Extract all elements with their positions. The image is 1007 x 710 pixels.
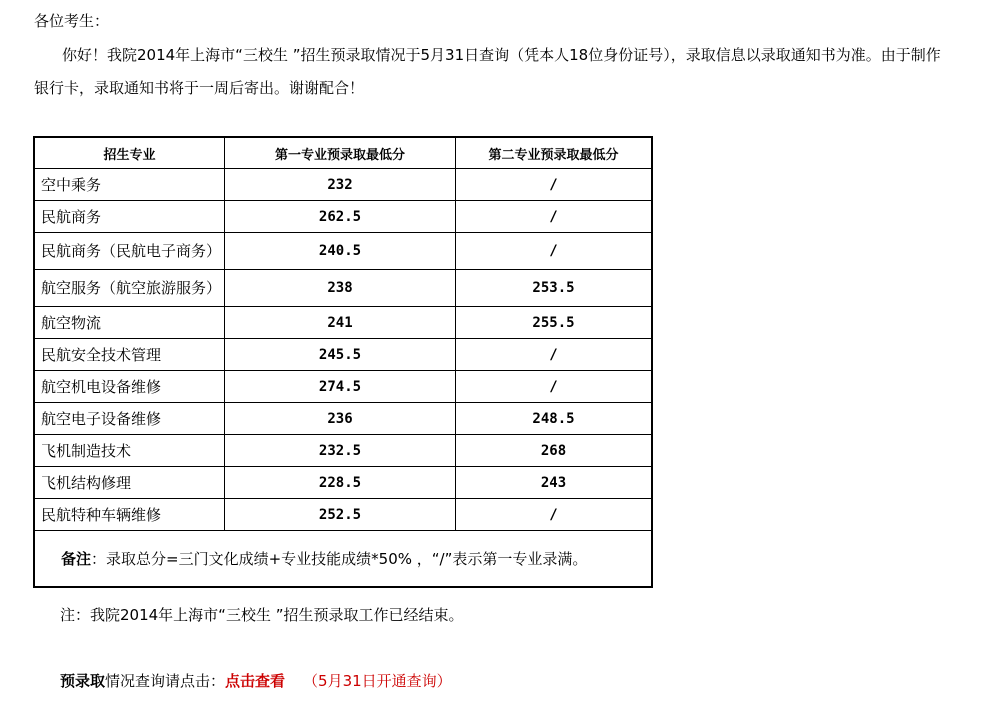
second-score-cell: / xyxy=(456,339,653,371)
table-row xyxy=(34,467,652,499)
second-score-cell: / xyxy=(456,169,653,201)
second-score-cell: / xyxy=(456,233,653,270)
table-row xyxy=(34,371,652,403)
first-score-cell: 232.5 xyxy=(225,435,456,467)
second-score-cell: / xyxy=(456,201,653,233)
table-row xyxy=(34,307,652,339)
note-text: ：录取总分=三门文化成绩+专业技能成绩*50% ，“/”表示第一专业录满。 xyxy=(91,550,588,568)
first-score-cell: 245.5 xyxy=(225,339,456,371)
table-row xyxy=(34,403,652,435)
intro-line-2: 银行卡，录取通知书将于一周后寄出。谢谢配合！ xyxy=(34,79,365,97)
major-cell: 航空电子设备维修 xyxy=(34,403,225,435)
first-score-cell: 240.5 xyxy=(225,233,456,270)
second-score-cell: / xyxy=(456,371,653,403)
table-row xyxy=(34,169,652,201)
intro-line-1: 你好！我院2014年上海市“三校生 ”招生预录取情况于5月31日查询（凭本人18位身份证号），录取信息以录取通知书为准。由于制作 xyxy=(62,46,941,64)
table-row xyxy=(34,233,652,270)
first-score-cell: 262.5 xyxy=(225,201,456,233)
first-score-cell: 252.5 xyxy=(225,499,456,531)
query-open-date: （5月31日开通查询） xyxy=(303,672,452,690)
table-note xyxy=(34,531,652,588)
major-cell: 民航特种车辆维修 xyxy=(34,499,225,531)
header-first-choice: 第一专业预录取最低分 xyxy=(225,137,456,169)
second-score-cell: 253.5 xyxy=(456,270,653,307)
first-score-cell: 228.5 xyxy=(225,467,456,499)
second-score-cell: / xyxy=(456,499,653,531)
first-score-cell: 274.5 xyxy=(225,371,456,403)
header-second-choice: 第二专业预录取最低分 xyxy=(456,137,653,169)
table-row xyxy=(34,435,652,467)
table-header-row xyxy=(34,137,652,169)
second-score-cell: 255.5 xyxy=(456,307,653,339)
query-line xyxy=(60,670,452,691)
major-cell: 航空服务（航空旅游服务） xyxy=(34,270,225,307)
first-score-cell: 236 xyxy=(225,403,456,435)
major-cell: 民航商务（民航电子商务） xyxy=(34,233,225,270)
table-note-row xyxy=(34,531,652,588)
table-row xyxy=(34,499,652,531)
footnote: 注：我院2014年上海市“三校生 ”招生预录取工作已经结束。 xyxy=(60,606,464,624)
major-cell: 飞机结构修理 xyxy=(34,467,225,499)
greeting: 各位考生： xyxy=(34,12,110,30)
admission-score-table xyxy=(33,136,653,588)
table-row xyxy=(34,339,652,371)
first-score-cell: 232 xyxy=(225,169,456,201)
view-results-link[interactable]: 点击查看 xyxy=(225,672,286,690)
query-text: 情况查询请点击： xyxy=(105,672,226,690)
major-cell: 空中乘务 xyxy=(34,169,225,201)
major-cell: 航空物流 xyxy=(34,307,225,339)
second-score-cell: 243 xyxy=(456,467,653,499)
table-row xyxy=(34,270,652,307)
first-score-cell: 241 xyxy=(225,307,456,339)
major-cell: 民航安全技术管理 xyxy=(34,339,225,371)
note-label: 备注 xyxy=(61,550,92,568)
header-major: 招生专业 xyxy=(34,137,225,169)
first-score-cell: 238 xyxy=(225,270,456,307)
major-cell: 航空机电设备维修 xyxy=(34,371,225,403)
second-score-cell: 268 xyxy=(456,435,653,467)
major-cell: 飞机制造技术 xyxy=(34,435,225,467)
major-cell: 民航商务 xyxy=(34,201,225,233)
query-strong-label: 预录取 xyxy=(60,672,106,690)
second-score-cell: 248.5 xyxy=(456,403,653,435)
table-row xyxy=(34,201,652,233)
